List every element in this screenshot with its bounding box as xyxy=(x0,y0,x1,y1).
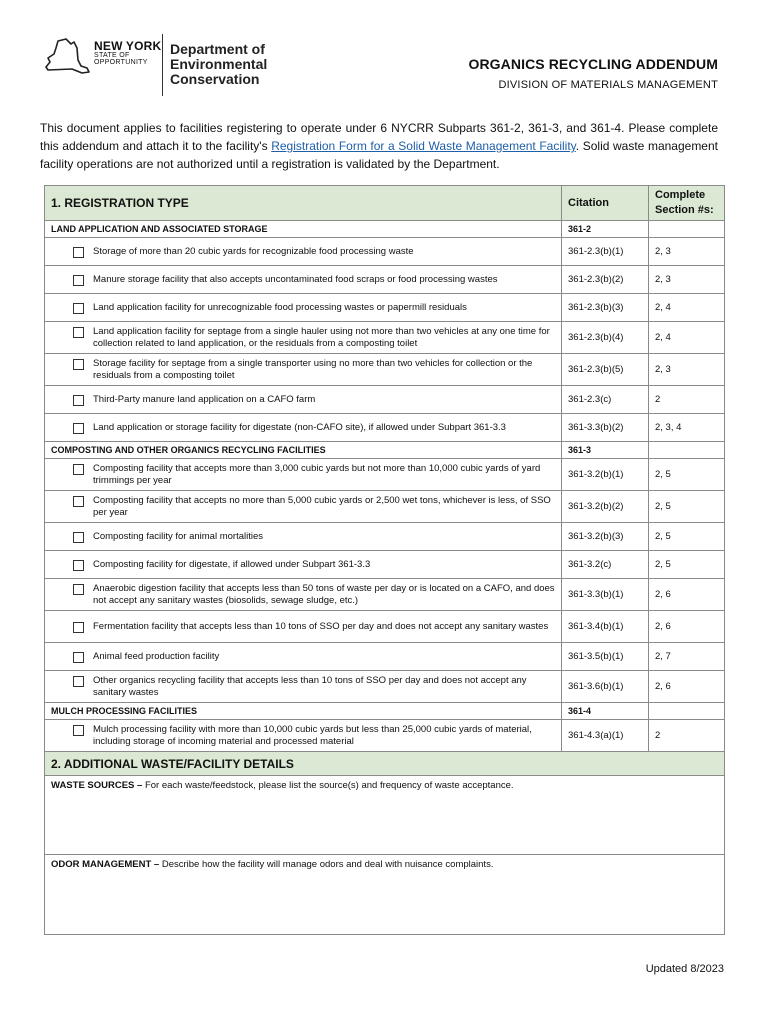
citation-cell: 361-2.3(b)(3) xyxy=(562,294,649,322)
section-2-title: 2. ADDITIONAL WASTE/FACILITY DETAILS xyxy=(45,752,725,776)
sections-cell: 2, 6 xyxy=(649,671,725,703)
registration-option xyxy=(45,720,562,752)
registration-checkbox[interactable] xyxy=(73,725,84,736)
registration-option xyxy=(45,414,562,442)
odor-management-field[interactable] xyxy=(45,855,725,935)
registration-option xyxy=(45,579,562,611)
registration-checkbox[interactable] xyxy=(73,464,84,475)
registration-checkbox[interactable] xyxy=(73,652,84,663)
section-empty-cell xyxy=(649,221,725,238)
odor-management-instructions: Describe how the facility will manage odors and deal with nuisance complaints. xyxy=(159,859,494,870)
table-row xyxy=(45,643,725,671)
section-header-row xyxy=(45,703,725,720)
registration-checkbox[interactable] xyxy=(73,275,84,286)
sections-cell: 2, 4 xyxy=(649,294,725,322)
section-citation: 361-4 xyxy=(562,703,649,720)
table-row xyxy=(45,579,725,611)
table-row xyxy=(45,238,725,266)
state-of-text: STATE OF xyxy=(94,52,130,59)
registration-checkbox[interactable] xyxy=(73,622,84,633)
table-row xyxy=(45,386,725,414)
section-title: LAND APPLICATION AND ASSOCIATED STORAGE xyxy=(45,221,562,238)
sections-cell: 2 xyxy=(649,720,725,752)
citation-cell: 361-2.3(b)(1) xyxy=(562,238,649,266)
table-row xyxy=(45,322,725,354)
registration-option xyxy=(45,459,562,491)
waste-sources-instructions: For each waste/feedstock, please list the source(s) and frequency of waste acceptance. xyxy=(142,780,514,791)
registration-checkbox[interactable] xyxy=(73,496,84,507)
registration-option xyxy=(45,671,562,703)
registration-option xyxy=(45,643,562,671)
document-title: ORGANICS RECYCLING ADDENDUM xyxy=(468,56,718,72)
citation-cell: 361-3.3(b)(1) xyxy=(562,579,649,611)
citation-cell: 361-3.2(b)(2) xyxy=(562,491,649,523)
waste-sources-label: WASTE SOURCES – xyxy=(51,780,143,791)
intro-text-1: This document applies to facilities registering to operate under 6 NYCRR Subparts 361-2, 361-3, and 361-4. Please complete this addendum and attach it to the facility's xyxy=(40,121,718,153)
sections-cell: 2, 3 xyxy=(649,238,725,266)
option-label: Anaerobic digestion facility that accepts less than 50 tons of waste per day or is located on a CAFO, and does not accept any sanitary wastes (biosolids, sewage sludge, etc.) xyxy=(93,582,555,606)
table-row xyxy=(45,491,725,523)
registration-checkbox[interactable] xyxy=(73,532,84,543)
state-wordmark xyxy=(94,40,161,66)
intro-text-2: . Solid waste management facility operations are not authorized until a registration is validated by the Department. xyxy=(40,139,718,171)
registration-option xyxy=(45,386,562,414)
updated-date: Updated 8/2023 xyxy=(645,963,724,975)
registration-option xyxy=(45,266,562,294)
sections-cell: 2, 6 xyxy=(649,579,725,611)
registration-table xyxy=(44,185,725,935)
registration-checkbox[interactable] xyxy=(73,584,84,595)
registration-type-header: 1. REGISTRATION TYPE xyxy=(45,186,562,221)
registration-option xyxy=(45,322,562,354)
registration-option xyxy=(45,294,562,322)
sections-cell: 2, 6 xyxy=(649,611,725,643)
registration-form-link[interactable]: Registration Form for a Solid Waste Management Facility xyxy=(271,139,576,153)
table-row xyxy=(45,294,725,322)
section-empty-cell xyxy=(649,442,725,459)
citation-cell: 361-3.5(b)(1) xyxy=(562,643,649,671)
registration-checkbox[interactable] xyxy=(73,423,84,434)
option-label: Other organics recycling facility that accepts less than 10 tons of SSO per day and does not accept any sanitary wastes xyxy=(93,674,527,698)
citation-cell: 361-2.3(c) xyxy=(562,386,649,414)
citation-cell: 361-4.3(a)(1) xyxy=(562,720,649,752)
registration-option xyxy=(45,238,562,266)
table-row xyxy=(45,720,725,752)
registration-checkbox[interactable] xyxy=(73,676,84,687)
option-label: Land application or storage facility for digestate (non-CAFO site), if allowed under Subpart 361-3.3 xyxy=(93,421,506,433)
citation-cell: 361-3.2(c) xyxy=(562,551,649,579)
odor-management-row xyxy=(45,855,725,935)
state-name: NEW YORK xyxy=(94,39,162,53)
table-row xyxy=(45,551,725,579)
table-row xyxy=(45,671,725,703)
option-label: Composting facility for digestate, if allowed under Subpart 361-3.3 xyxy=(93,558,371,570)
sections-cell: 2, 5 xyxy=(649,491,725,523)
citation-cell: 361-3.2(b)(3) xyxy=(562,523,649,551)
registration-option xyxy=(45,491,562,523)
department-line-2: Environmental xyxy=(170,56,268,72)
odor-management-label: ODOR MANAGEMENT – xyxy=(51,859,160,870)
table-header-row xyxy=(45,186,725,221)
section-citation: 361-2 xyxy=(562,221,649,238)
section-header-row xyxy=(45,442,725,459)
table-row xyxy=(45,611,725,643)
waste-sources-row xyxy=(45,776,725,855)
registration-checkbox[interactable] xyxy=(73,303,84,314)
document-header xyxy=(468,56,718,91)
option-label: Manure storage facility that also accepts uncontaminated food scraps or food processing wastes xyxy=(93,273,498,285)
section-header-row xyxy=(45,221,725,238)
department-line-3: Conservation xyxy=(170,71,260,87)
registration-option xyxy=(45,551,562,579)
citation-cell: 361-2.3(b)(4) xyxy=(562,322,649,354)
registration-checkbox[interactable] xyxy=(73,395,84,406)
sections-cell: 2, 3 xyxy=(649,354,725,386)
option-label: Land application facility for unrecognizable food processing wastes or papermill residuals xyxy=(93,301,467,313)
registration-option xyxy=(45,354,562,386)
department-name xyxy=(170,42,267,87)
option-label: Fermentation facility that accepts less than 10 tons of SSO per day and does not accept any sanitary wastes xyxy=(93,620,549,632)
citation-cell: 361-3.4(b)(1) xyxy=(562,611,649,643)
opportunity-text: OPPORTUNITY xyxy=(94,59,148,66)
table-row xyxy=(45,523,725,551)
option-label: Composting facility that accepts no more than 5,000 cubic yards or 2,500 wet tons, whichever is less, of SSO per year xyxy=(93,494,551,518)
section-citation: 361-3 xyxy=(562,442,649,459)
citation-cell: 361-3.6(b)(1) xyxy=(562,671,649,703)
waste-sources-field[interactable] xyxy=(45,776,725,855)
registration-checkbox[interactable] xyxy=(73,560,84,571)
option-label: Storage of more than 20 cubic yards for recognizable food processing waste xyxy=(93,245,414,257)
sections-cell: 2, 5 xyxy=(649,459,725,491)
option-label: Land application facility for septage from a single hauler using not more than two vehicles at any one time for collection related to land application, or the residuals from a composting toilet xyxy=(93,325,550,349)
option-label: Mulch processing facility with more than 10,000 cubic yards but less than 25,000 cubic yards of material, including storage of incoming material and processed material xyxy=(93,723,532,747)
citation-header: Citation xyxy=(562,186,649,221)
section-title: COMPOSTING AND OTHER ORGANICS RECYCLING FACILITIES xyxy=(45,442,562,459)
citation-cell: 361-2.3(b)(5) xyxy=(562,354,649,386)
table-row xyxy=(45,266,725,294)
registration-checkbox[interactable] xyxy=(73,327,84,338)
option-label: Animal feed production facility xyxy=(93,650,220,662)
registration-option xyxy=(45,611,562,643)
table-row xyxy=(45,354,725,386)
option-label: Composting facility for animal mortalities xyxy=(93,530,264,542)
sections-cell: 2, 3 xyxy=(649,266,725,294)
sections-cell: 2, 3, 4 xyxy=(649,414,725,442)
section-title: MULCH PROCESSING FACILITIES xyxy=(45,703,562,720)
citation-cell: 361-3.2(b)(1) xyxy=(562,459,649,491)
sections-cell: 2 xyxy=(649,386,725,414)
citation-cell: 361-3.3(b)(2) xyxy=(562,414,649,442)
table-row xyxy=(45,459,725,491)
document-subtitle: DIVISION OF MATERIALS MANAGEMENT xyxy=(498,79,718,91)
registration-checkbox[interactable] xyxy=(73,247,84,258)
option-label: Composting facility that accepts more than 3,000 cubic yards but not more than 10,000 cubic yards of yard trimmings per year xyxy=(93,462,541,486)
sections-cell: 2, 7 xyxy=(649,643,725,671)
registration-option xyxy=(45,523,562,551)
department-line-1: Department of xyxy=(170,41,265,57)
sections-cell: 2, 5 xyxy=(649,551,725,579)
section-empty-cell xyxy=(649,703,725,720)
option-label: Storage facility for septage from a single transporter using no more than two vehicles for collection or the residuals from a composting toilet xyxy=(93,357,533,381)
option-label: Third-Party manure land application on a CAFO farm xyxy=(93,393,316,405)
complete-sections-header: Complete Section #s: xyxy=(649,186,725,221)
registration-checkbox[interactable] xyxy=(73,359,84,370)
new-york-state-map-icon xyxy=(44,38,90,80)
section-2-header-row xyxy=(45,752,725,776)
logo-divider xyxy=(162,34,163,96)
sections-cell: 2, 5 xyxy=(649,523,725,551)
sections-cell: 2, 4 xyxy=(649,322,725,354)
nys-dec-logo xyxy=(44,34,280,98)
intro-paragraph xyxy=(40,119,718,173)
citation-cell: 361-2.3(b)(2) xyxy=(562,266,649,294)
table-row xyxy=(45,414,725,442)
